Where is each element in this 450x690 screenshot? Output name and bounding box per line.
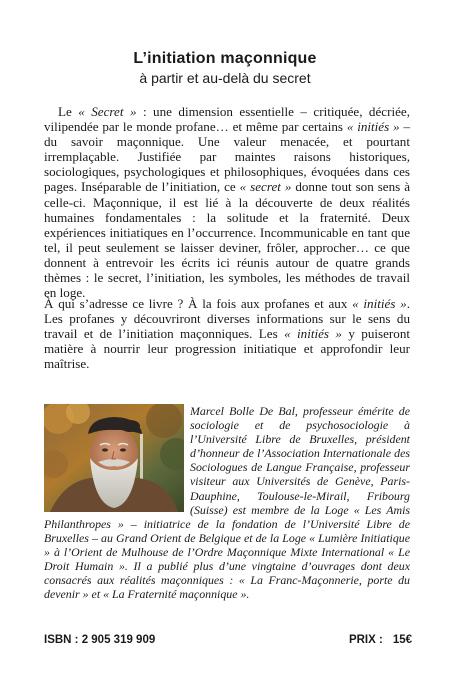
- emphasis-inities: « initiés »: [352, 296, 407, 311]
- text-run: : une dimension essentielle – critiquée, décriée, vilipendée par le monde profane… et même par certains: [44, 104, 410, 135]
- author-bio: [44, 404, 410, 601]
- emphasis-secret-2: « secret »: [239, 179, 292, 195]
- text-run: À qui s’adresse ce livre ? À la fois aux profanes et aux: [44, 296, 353, 311]
- price: [349, 634, 412, 646]
- book-subtitle: à partir et au-delà du secret: [139, 70, 311, 86]
- isbn: ISBN : 2 905 319 909: [44, 634, 156, 646]
- text-run: – du savoir maçonnique. Une valeur menacée, et pourtant irremplaçable. Justifiée par maintes raisons historiques, sociologiques, psychologiques et philosophiques, évoquées dans ces pages. Inséparable de l’initiation, ce: [44, 119, 410, 195]
- description-paragraph-1: [44, 104, 410, 300]
- text-run: donne tout son sens à celle-ci. Maçonnique, il est lié à la découverte de deux réalités humaines fondamentales : la solitude et la fraternité. Deux expériences initiatiques en l’occurrence. Incommunicable en tant que tel, il peut seulement se laisser deviner, frôler, approcher… ce que donnent à entrevoir les écrits ici réunis autour de quatre grands thèmes : le secret, l’initiation, les symboles, les méthodes de travail en loge.: [44, 179, 411, 301]
- emphasis-inities-2: « initiés »: [284, 326, 342, 342]
- price-value: 15€: [392, 634, 412, 646]
- text-run: y puiseront matière à nourrir leur progression initiatique et approfondir leur maîtrise.: [44, 326, 411, 372]
- description-paragraph-2: [44, 296, 410, 371]
- emphasis-secret: « Secret »: [78, 104, 137, 119]
- author-bio-text: Marcel Bolle De Bal, professeur émérite de sociologie et de psychosociologie à l’Université Libre de Bruxelles, président d’honneur de l’Association Internationale des Sociologues de Langue Française, professeur visiteur aux Universités de Genève, Paris-Dauphine, Toulouse-le-Mirail, Fribourg (Suisse) est membre de la Loge « Les Amis Philanthropes » – initiatrice de la fondation de l’Université Libre de Bruxelles – au Grand Orient de Belgique et de la Loge « Lumière Initiatique » à l’Orient de Mulhouse de l’Ordre Maçonnique Mixte International « Le Droit Humain ». Il a publié plus d’une vingtaine d’ouvrages dont deux consacrés aux réalités maçonniques : « La Franc-Maçonnerie, porte du devenir » et « La Fraternité maçonnique ».: [44, 404, 410, 602]
- book-title: L’initiation maçonnique: [133, 50, 317, 67]
- emphasis-inities: « initiés »: [346, 119, 400, 135]
- text-run: Le: [58, 104, 79, 119]
- text-run: . Les profanes y découvriront diverses informations sur le sens du travail et de l’initiation maçonniques. Les: [44, 296, 410, 342]
- price-label: PRIX :: [348, 634, 383, 646]
- photo-spacer: [44, 404, 190, 514]
